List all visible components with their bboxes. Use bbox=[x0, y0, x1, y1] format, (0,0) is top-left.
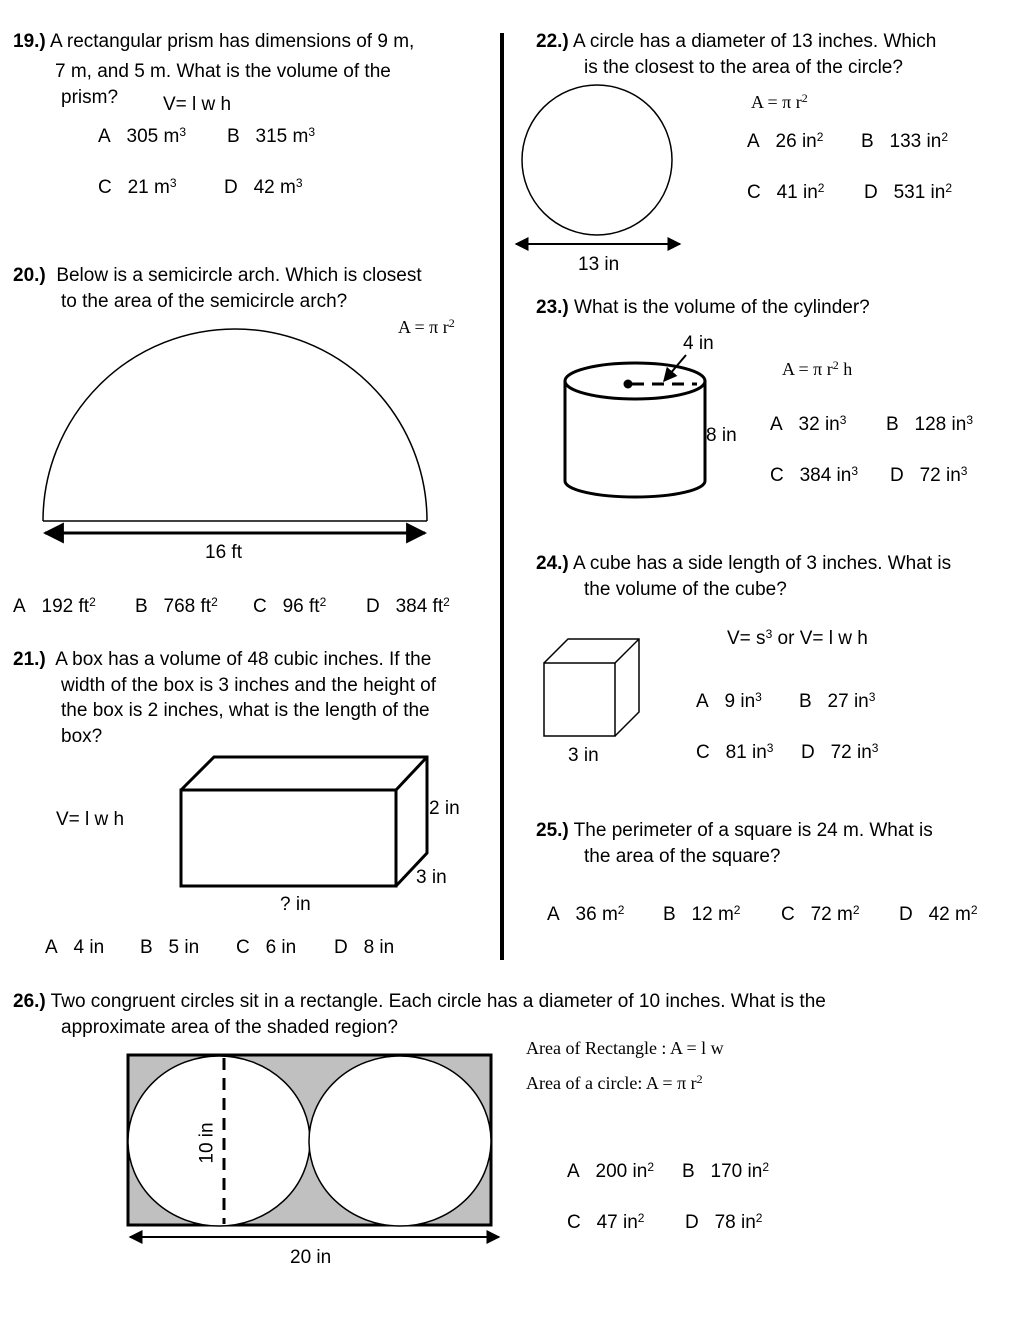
q24-side-label: 3 in bbox=[568, 745, 599, 766]
q21-line1 bbox=[13, 649, 431, 671]
q22-line2: is the closest to the area of the circle? bbox=[584, 57, 903, 78]
q24-choice-a[interactable]: A 9 $in^3$ bbox=[696, 690, 762, 712]
rectangle-circles-diagram bbox=[128, 1055, 499, 1237]
q24-choice-d[interactable]: D 72 $in^3$ bbox=[801, 741, 879, 763]
box-diagram bbox=[181, 757, 427, 886]
q20-choice-b[interactable]: B 768 $ft^2$ bbox=[135, 595, 218, 617]
q21-choice-a[interactable]: A 4 in bbox=[45, 937, 105, 958]
q20-choice-c[interactable]: C 96 $ft^2$ bbox=[253, 595, 327, 617]
q25-choice-a[interactable]: A 36 $m^2$ bbox=[547, 903, 625, 925]
q25-choice-b[interactable]: B 12 $m^2$ bbox=[663, 903, 741, 925]
q25-text: The perimeter of a square is 24 m. What is bbox=[568, 820, 933, 841]
q20-text: Below is a semicircle arch. Which is closest bbox=[56, 265, 422, 286]
q24-number: 24.) bbox=[536, 553, 569, 574]
q19-choice-d[interactable]: D 42 $m^3$ bbox=[224, 176, 303, 198]
q21-choice-b[interactable]: B 5 in bbox=[140, 937, 200, 958]
cube-diagram bbox=[544, 639, 639, 736]
q26-choice-b[interactable]: B 170 $in^2$ bbox=[682, 1160, 769, 1182]
q22-number: 22.) bbox=[536, 31, 569, 52]
q21-choice-c[interactable]: C 6 in bbox=[236, 937, 297, 958]
q23-line1 bbox=[536, 297, 870, 319]
q20-line2: to the area of the semicircle arch? bbox=[61, 291, 348, 312]
semicircle-arch-diagram bbox=[43, 329, 427, 533]
q23-height-label: 8 in bbox=[706, 425, 737, 446]
q19-line3: prism? bbox=[61, 87, 119, 108]
q21-line4: box? bbox=[61, 726, 103, 747]
q22-text: A circle has a diameter of 13 inches. Which bbox=[568, 31, 937, 52]
q26-line2: approximate area of the shaded region? bbox=[61, 1017, 398, 1038]
q24-text: A cube has a side length of 3 inches. What is bbox=[568, 553, 952, 574]
q24-choice-c[interactable]: C 81 $in^3$ bbox=[696, 741, 774, 763]
q23-text: What is the volume of the cylinder? bbox=[568, 297, 870, 318]
q25-number: 25.) bbox=[536, 820, 569, 841]
q26-line1 bbox=[13, 991, 826, 1013]
q23-choice-d[interactable]: D 72 $in^3$ bbox=[890, 464, 968, 486]
circle-diagram bbox=[516, 85, 680, 244]
q26-choice-a[interactable]: A 200 $in^2$ bbox=[567, 1160, 654, 1182]
q23-choice-a[interactable]: A 32 $in^3$ bbox=[770, 413, 847, 435]
q25-choice-c[interactable]: C 72 $m^2$ bbox=[781, 903, 860, 925]
q25-line1 bbox=[536, 820, 933, 842]
q21-length-label: ? in bbox=[280, 894, 311, 915]
q19-text: A rectangular prism has dimensions of 9 m, bbox=[45, 31, 415, 52]
q19-choice-a[interactable]: A 305 $m^3$ bbox=[98, 125, 187, 147]
q21-formula: V= l w h bbox=[56, 809, 125, 830]
q21-width-label: 3 in bbox=[416, 867, 447, 888]
q24-line1 bbox=[536, 553, 951, 575]
q25-choice-d[interactable]: D 42 $m^2$ bbox=[899, 903, 978, 925]
q23-radius-label: 4 in bbox=[683, 333, 714, 354]
q26-formula-rectangle: Area of Rectangle : A = l w bbox=[526, 1038, 724, 1058]
q24-line2: the volume of the cube? bbox=[584, 579, 787, 600]
q21-number: 21.) bbox=[13, 649, 46, 670]
q22-choice-b[interactable]: B 133 $in^2$ bbox=[861, 130, 948, 152]
q23-choice-b[interactable]: B 128 $in^3$ bbox=[886, 413, 973, 435]
q19-formula: V= l w h bbox=[163, 94, 232, 115]
q20-choice-a[interactable]: A 192 $ft^2$ bbox=[13, 595, 96, 617]
q22-choice-a[interactable]: A 26 $in^2$ bbox=[747, 130, 824, 152]
q21-choice-d[interactable]: D 8 in bbox=[334, 937, 395, 958]
q22-choice-c[interactable]: C 41 $in^2$ bbox=[747, 181, 825, 203]
q23-formula: A = π $r^2$ h bbox=[782, 358, 853, 379]
q26-diameter-label: 10 in bbox=[196, 1122, 218, 1164]
q19-number: 19.) bbox=[13, 31, 46, 52]
q25-line2: the area of the square? bbox=[584, 846, 781, 867]
q21-height-label: 2 in bbox=[429, 798, 460, 819]
q20-choice-d[interactable]: D 384 $ft^2$ bbox=[366, 595, 450, 617]
q19-choice-b[interactable]: B 315 $m^3$ bbox=[227, 125, 316, 147]
q23-number: 23.) bbox=[536, 297, 569, 318]
q23-choice-c[interactable]: C 384 $in^3$ bbox=[770, 464, 859, 486]
q26-text: Two congruent circles sit in a rectangle. Each circle has a diameter of 10 inches. What is the bbox=[45, 991, 826, 1012]
q19-choice-c[interactable]: C 21 $m^3$ bbox=[98, 176, 177, 198]
q21-line2: width of the box is 3 inches and the height of bbox=[61, 675, 436, 696]
q26-choice-c[interactable]: C 47 $in^2$ bbox=[567, 1211, 645, 1233]
q26-number: 26.) bbox=[13, 991, 46, 1012]
q20-diameter-label: 16 ft bbox=[205, 542, 242, 563]
q21-line3: the box is 2 inches, what is the length of the bbox=[61, 700, 430, 721]
cylinder-diagram bbox=[565, 355, 705, 497]
q21-text: A box has a volume of 48 cubic inches. If the bbox=[55, 649, 432, 670]
q22-formula: A = π $r^2$ bbox=[751, 91, 808, 112]
q22-diameter-label: 13 in bbox=[578, 254, 620, 275]
q20-formula: A = π $r^2$ bbox=[398, 316, 455, 337]
q19-line2: 7 m, and 5 m. What is the volume of the bbox=[55, 61, 391, 82]
q26-choice-d[interactable]: D 78 $in^2$ bbox=[685, 1211, 763, 1233]
q19-line1 bbox=[13, 31, 414, 53]
q20-number: 20.) bbox=[13, 265, 46, 286]
q26-formula-circle: Area of a circle: A = π $r^2$ bbox=[526, 1072, 703, 1093]
q24-choice-b[interactable]: B 27 $in^3$ bbox=[799, 690, 876, 712]
q26-width-label: 20 in bbox=[290, 1247, 332, 1268]
q22-line1 bbox=[536, 31, 936, 53]
q22-choice-d[interactable]: D 531 $in^2$ bbox=[864, 181, 953, 203]
q20-line1 bbox=[13, 265, 422, 287]
q24-formula: $V= s^3$ or V= l w h bbox=[727, 627, 868, 649]
